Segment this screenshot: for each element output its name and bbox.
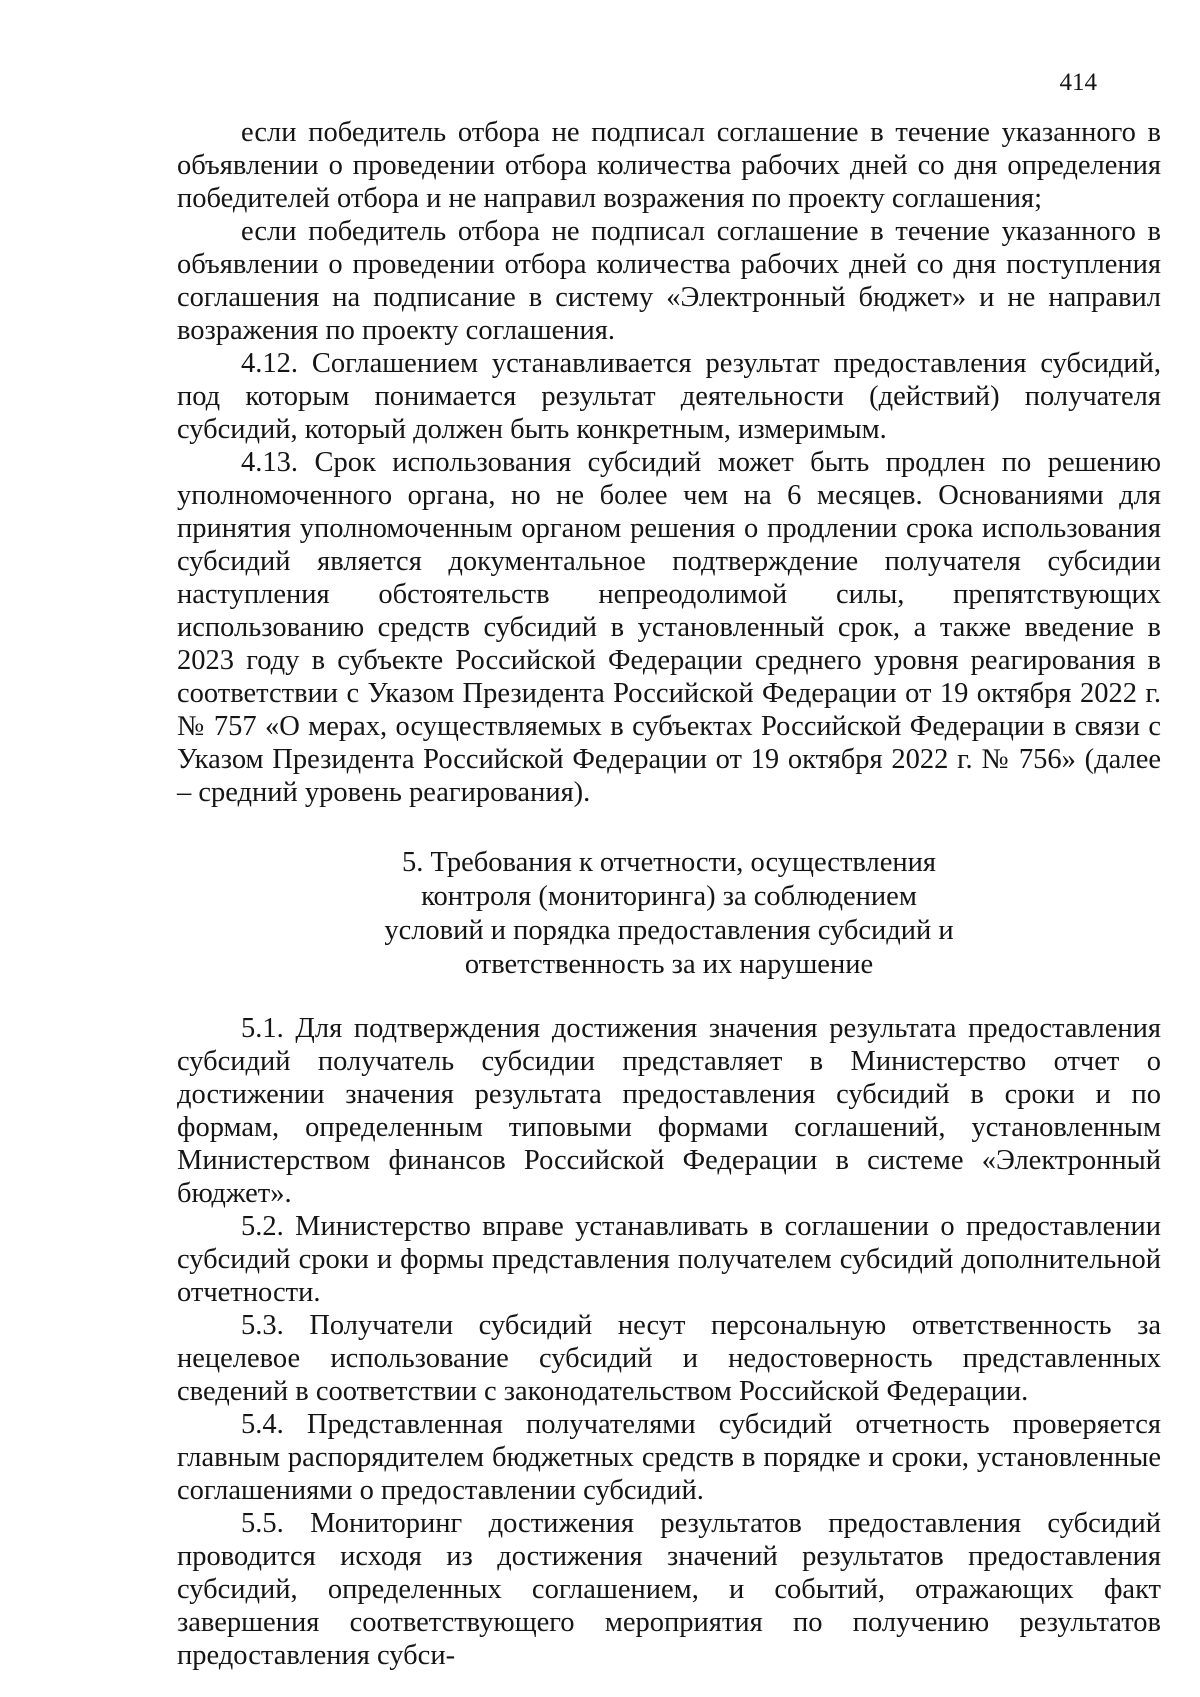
section-heading-line: 5. Требования к отчетности, осуществления	[402, 847, 936, 878]
paragraph-winner-not-signed-determination: если победитель отбора не подписал соглашение в течение указанного в объявлении о проведении отбора количества рабочих дней со дня определения победителей отбора и не направил возражения по проекту соглашения;	[177, 117, 1161, 214]
page-number: 414	[1059, 69, 1097, 96]
section-heading-line: контроля (мониторинга) за соблюдением	[421, 881, 917, 912]
paragraph-5-1: 5.1. Для подтверждения достижения значения результата предоставления субсидий получатель субсидии представляет в Министерство отчет о достижении значения результата предоставления субсидий в сроки и по формам, определенным типовыми формами соглашений, установленным Министерством финансов Российской Федерации в системе «Электронный бюджет».	[177, 1013, 1161, 1209]
paragraph-5-4: 5.4. Представленная получателями субсидий отчетность проверяется главным распорядителем бюджетных средств в порядке и сроки, установленные соглашениями о предоставлении субсидий.	[177, 1409, 1161, 1506]
paragraph-4-12: 4.12. Соглашением устанавливается результат предоставления субсидий, под которым понимается результат деятельности (действий) получателя субсидий, который должен быть конкретным, измеримым.	[177, 348, 1161, 445]
section-5-heading	[177, 846, 1161, 982]
paragraph-5-3: 5.3. Получатели субсидий несут персональную ответственность за нецелевое использование субсидий и недостоверность представленных сведений в соответствии с законодательством Российской Федерации.	[177, 1310, 1161, 1407]
section-heading-line: условий и порядка предоставления субсидий и	[384, 915, 954, 946]
body-text-bottom	[177, 1012, 1161, 1672]
section-heading-line: ответственность за их нарушение	[464, 949, 874, 980]
paragraph-4-13: 4.13. Срок использования субсидий может быть продлен по решению уполномоченного органа, но не более чем на 6 месяцев. Основаниями для принятия уполномоченным органом решения о продлении срока использования субсидий является документальное подтверждение получателя субсидии наступления обстоятельств непреодолимой силы, препятствующих использованию средств субсидий в установленный срок, а также введение в 2023 году в субъекте Российской Федерации среднего уровня реагирования в соответствии с Указом Президента Российской Федерации от 19 октября 2022 г. № 757 «О мерах, осуществляемых в субъектах Российской Федерации в связи с Указом Президента Российской Федерации от 19 октября 2022 г. № 756» (далее – средний уровень реагирования).	[177, 447, 1161, 808]
paragraph-5-2: 5.2. Министерство вправе устанавливать в соглашении о предоставлении субсидий сроки и формы представления получателем субсидий дополнительной отчетности.	[177, 1211, 1161, 1308]
paragraph-winner-not-signed-receipt: если победитель отбора не подписал соглашение в течение указанного в объявлении о проведении отбора количества рабочих дней со дня поступления соглашения на подписание в систему «Электронный бюджет» и не направил возражения по проекту соглашения.	[177, 216, 1161, 346]
paragraph-5-5: 5.5. Мониторинг достижения результатов предоставления субсидий проводится исходя из достижения значений результатов предоставления субсидий, определенных соглашением, и событий, отражающих факт завершения соответствующего мероприятия по получению результатов предоставления субси-	[177, 1508, 1161, 1671]
body-text-top	[177, 116, 1161, 809]
